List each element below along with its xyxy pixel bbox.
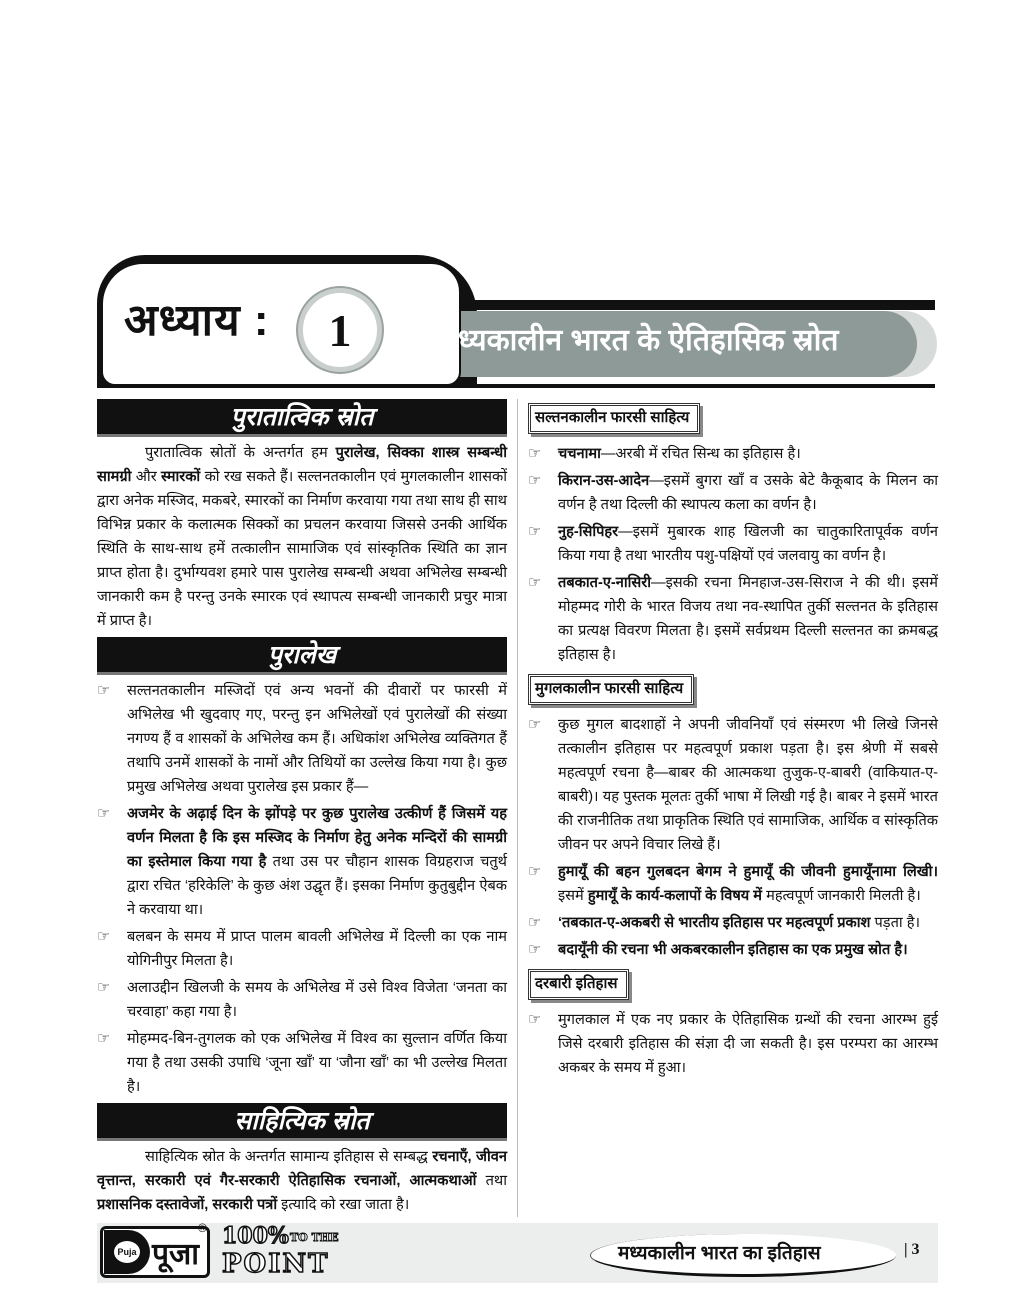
- literary-paragraph: [97, 1145, 507, 1217]
- tagline-to-the: TO THE: [290, 1231, 339, 1244]
- tagline-point: POINT: [222, 1249, 330, 1279]
- subheading-court-history: दरबारी इतिहास: [528, 969, 629, 1000]
- text: —इसकी रचना मिनहाज-उस-सिराज ने की थी। इसमें मोहम्मद गोरी के भारत विजय तथा नव-स्थापित तुर्की सल्तनत के इतिहास का प्रत्यक्ष विवरण मिलता है। इसमें सर्वप्रथम दिल्ली सल्तनत का क्रमबद्ध इतिहास है।: [558, 575, 938, 663]
- pointing-hand-icon: ☞: [97, 1030, 111, 1047]
- text: तथा उस पर चौहान शासक विग्रहराज चतुर्थ द्वारा रचित ‘हरिकेलि’ के कुछ अंश उद्घृत हैं। इसका निर्माण कुतुबुद्दीन ऐबक ने करवाया था।: [127, 854, 507, 918]
- text: कुछ मुगल बादशाहों ने अपनी जीवनियाँ एवं संस्मरण भी लिखे जिनसे तत्कालीन इतिहास पर महत्वपूर्ण प्रकाश पड़ता है। इस श्रेणी में सबसे महत्वपूर्ण रचना है—बाबर की आत्मकथा तुजुक-ए-बाबरी (वाकियात-ए-बाबरी)। यह पुस्तक मूलतः तुर्की भाषा में लिखी गई है। बाबर ने इसमें भारत की राजनीतिक तथा प्राकृतिक स्थिति एवं सामाजिक, आर्थिक व सांस्कृतिक जीवन पर अपने विचार लिखे हैं।: [558, 717, 938, 853]
- pointing-hand-icon: ☞: [97, 979, 111, 996]
- bold-text: नुह-सिपिहर: [558, 524, 619, 540]
- section-heading-literary: साहित्यिक स्रोत: [97, 1103, 507, 1141]
- bold-text: रचनाएँ, जीवन वृत्तान्त, सरकारी एवं गैर-सरकारी ऐतिहासिक रचनाओं, आत्मकथाओं: [97, 1149, 507, 1189]
- subheading-mughal-persian-literature: मुगलकालीन फारसी साहित्य: [528, 674, 694, 705]
- sultanate-list: [528, 442, 938, 667]
- bold-text: हुमायूँ के कार्य-कलापों के विषय में: [587, 888, 763, 904]
- left-column: [97, 399, 518, 1217]
- pointing-hand-icon: ☞: [528, 574, 542, 591]
- pointing-hand-icon: ☞: [528, 445, 542, 462]
- registered-mark: ®: [198, 1221, 207, 1235]
- section-heading-archaeological: पुरातात्विक स्रोत: [97, 399, 507, 437]
- bold-text: हुमायूँ की बहन गुलबदन बेगम ने हुमायूँ की जीवनी हुमायूँनामा लिखी।: [558, 864, 938, 880]
- chapter-number: 1: [298, 288, 382, 372]
- bold-text: चचनामा: [558, 446, 601, 462]
- text: —इसमें बुगरा खाँ व उसके बेटे कैकूबाद के मिलन का वर्णन है तथा दिल्ली की स्थापत्य कला का वर्णन है।: [558, 473, 938, 513]
- pointing-hand-icon: ☞: [528, 941, 542, 958]
- pointing-hand-icon: ☞: [97, 928, 111, 945]
- chapter-title: मध्यकालीन भारत के ऐतिहासिक स्रोत: [440, 324, 839, 357]
- main-content: [97, 0, 938, 1217]
- list-item: [528, 860, 938, 908]
- text: को रख सकते हैं। सल्तनतकालीन एवं मुगलकालीन शासकों द्वारा अनेक मस्जिद, मकबरे, स्मारकों का निर्माण करवाया गया तथा साथ ही साथ विभिन्न प्रकार के कलात्मक सिक्कों का प्रचलन करवाया जिससे उनकी आर्थिक स्थिति के साथ-साथ हमें तत्कालीन सामाजिक एवं सांस्कृतिक स्थिति का ज्ञान प्राप्त होता है। दुर्भाग्यवश हमारे पास पुरालेख सम्बन्धी अथवा अभिलेख सम्बन्धी जानकारी कम है परन्तु उनके स्मारक एवं स्थापत्य सम्बन्धी जानकारी प्रचुर मात्रा में प्राप्त है।: [97, 469, 507, 629]
- list-item: [97, 802, 507, 922]
- list-item: [528, 469, 938, 517]
- bold-text: ‘तबकात-ए-अकबरी से भारतीय इतिहास पर महत्वपूर्ण प्रकाश: [558, 915, 871, 931]
- text: बलबन के समय में प्राप्त पालम बावली अभिलेख में दिल्ली का एक नाम योगिनीपुर मिलता है।: [127, 929, 507, 969]
- list-item: [528, 571, 938, 667]
- pointing-hand-icon: ☞: [528, 1011, 542, 1028]
- text: इत्यादि को रखा जाता है।: [277, 1197, 410, 1213]
- list-item: [97, 925, 507, 973]
- subheading-sultanate-persian-literature: सल्तनकालीन फारसी साहित्य: [528, 403, 700, 434]
- page-number: | 3: [904, 1241, 920, 1258]
- bold-text: स्मारकों: [161, 469, 201, 485]
- logo-hindi-text: पूजा: [152, 1238, 200, 1271]
- book-title: मध्यकालीन भारत का इतिहास: [618, 1243, 821, 1264]
- list-item: [528, 911, 938, 935]
- tagline-percent: 100%: [222, 1223, 289, 1249]
- right-column: [518, 399, 938, 1217]
- list-item: [97, 679, 507, 799]
- bold-text: किरान-उस-आदेन: [558, 473, 650, 489]
- list-item: [528, 442, 938, 466]
- pointing-hand-icon: ☞: [97, 805, 111, 822]
- pointing-hand-icon: ☞: [528, 472, 542, 489]
- archaeological-paragraph: [97, 441, 507, 633]
- inscriptions-list: [97, 679, 507, 1099]
- section-heading-inscriptions: पुरालेख: [97, 637, 507, 675]
- logo-puja-text: Puja: [112, 1239, 142, 1265]
- chapter-label: अध्याय :: [124, 296, 270, 345]
- footer-band: [97, 1223, 938, 1283]
- court-history-list: [528, 1008, 938, 1080]
- bold-text: बदायूँनी की रचना भी अकबरकालीन इतिहास का एक प्रमुख स्रोत है।: [558, 942, 908, 958]
- list-item: [528, 1008, 938, 1080]
- text: तथा: [476, 1173, 507, 1189]
- list-item: [528, 713, 938, 857]
- text: साहित्यिक स्रोत के अन्तर्गत सामान्य इतिहास से सम्बद्ध: [145, 1149, 433, 1165]
- pointing-hand-icon: ☞: [528, 716, 542, 733]
- list-item: [97, 976, 507, 1024]
- pointing-hand-icon: ☞: [528, 914, 542, 931]
- pointing-hand-icon: ☞: [97, 682, 111, 699]
- list-item: [528, 938, 938, 962]
- bold-text: पुरालेख, सिक्का शास्त्र सम्बन्धी सामग्री: [97, 445, 507, 485]
- bold-text: अजमेर के अढ़ाई दिन के झोंपड़े पर कुछ पुरालेख उत्कीर्ण हैं जिसमें यह वर्णन मिलता है कि इस मस्जिद के निर्माण हेतु अनेक मन्दिरों की सामग्री का इस्तेमाल किया गया है: [127, 806, 507, 870]
- pointing-hand-icon: ☞: [528, 523, 542, 540]
- list-item: [97, 1027, 507, 1099]
- text: इसमें: [558, 888, 588, 904]
- text: पुरातात्विक स्रोतों के अन्तर्गत हम: [145, 445, 336, 461]
- mughal-list: [528, 713, 938, 962]
- bold-text: तबकात-ए-नासिरी: [558, 575, 652, 591]
- text: और: [131, 469, 162, 485]
- text: महत्वपूर्ण जानकारी मिलती है।: [762, 888, 921, 904]
- text: अलाउद्दीन खिलजी के समय के अभिलेख में उसे विश्व विजेता ‘जनता का चरवाहा’ कहा गया है।: [127, 980, 507, 1020]
- text: —अरबी में रचित सिन्ध का इतिहास है।: [600, 446, 801, 462]
- text: मुगलकाल में एक नए प्रकार के ऐतिहासिक ग्रन्थों की रचना आरम्भ हुई जिसे दरबारी इतिहास की संज्ञा दी जा सकती है। इस परम्परा का आरम्भ अकबर के समय में हुआ।: [558, 1012, 938, 1076]
- list-item: [528, 520, 938, 568]
- text: मोहम्मद-बिन-तुगलक को एक अभिलेख में विश्व का सुल्तान वर्णित किया गया है तथा उसकी उपाधि ‘जूना खाँ’ या ‘जौना खाँ’ का भी उल्लेख मिलता है।: [127, 1031, 507, 1095]
- text: सल्तनतकालीन मस्जिदों एवं अन्य भवनों की दीवारों पर फारसी में अभिलेख भी खुदवाए गए, परन्तु इन अभिलेखों एवं पुरालेखों की संख्या नगण्य हैं व शासकों के अभिलेख कम हैं। अधिकांश अभिलेख व्यक्तिगत हैं तथापि उनमें शासकों के नामों और तिथियों का उल्लेख किया गया है। कुछ प्रमुख अभिलेख अथवा पुरालेख इस प्रकार हैं—: [127, 683, 507, 795]
- text: पड़ता है।: [870, 915, 921, 931]
- pointing-hand-icon: ☞: [528, 863, 542, 880]
- text: —इसमें मुबारक शाह खिलजी का चातुकारितापूर्वक वर्णन किया गया है तथा भारतीय पशु-पक्षियों एवं जलवायु का वर्णन है।: [558, 524, 938, 564]
- bold-text: प्रशासनिक दस्तावेजों, सरकारी पत्रों: [97, 1197, 278, 1213]
